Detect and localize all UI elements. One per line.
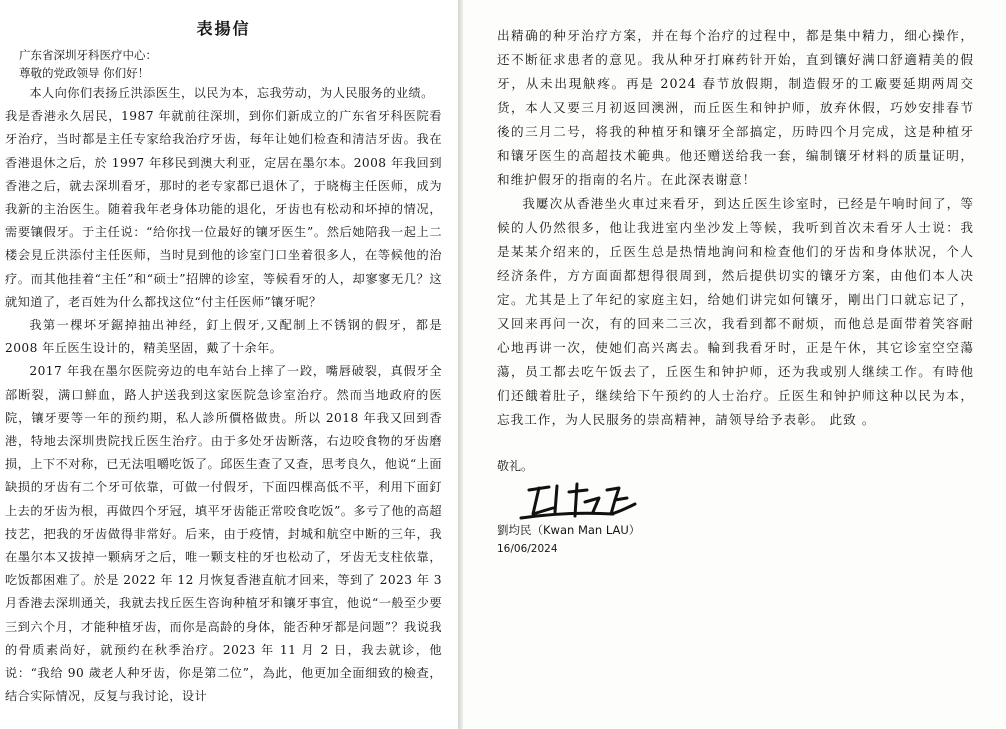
closing-line: 敬礼。 [497,459,534,473]
body-paragraph: 本人向你们表扬丘洪添医生，以民为本，忘我劳动，为人民服务的业绩。 [29,86,434,100]
body-paragraph: 我是香港永久居民，1987 年就前往深圳，到你们新成立的广东省牙科医院看牙治疗，当时都是主任专家给我治疗牙齿，每年让她们检查和清洁牙齿。我在香港退休之后，於 1997 年移民到澳大利亚，定居在墨尔本。2008 年我回到香港之后，就去深圳看牙，那时的老专家都已退休了，于晓梅主任医师，成为我新的主治医生。随着我年老身体功能的退化，牙齿也有松动和坏掉的情况，需要镶假牙。于主任说：“给你找一位最好的镶牙医生”。然后她陪我一起上二楼会見丘洪添付主任医师，当时見到他的诊室门口坐着很多人，在等候他的治疗。而其他挂着“主任”和“硕士”招牌的诊室，等候看牙的人，却寥寥无几？这就知道了，老百姓为什么都找这位“付主任医师”镶牙呢？ [5,109,442,309]
left-page [0,0,458,729]
letter-date: 16/06/2024 [497,543,558,555]
body-paragraph: 我屢次从香港坐火車过来看牙，到达丘医生诊室时，已经是午响时间了，等候的人仍然很多，他让我进室内坐沙发上等候，我听到首次未看牙人士说：我是某某介绍来的，丘医生总是热情地詢问和检查他们的牙齿和身体狀况，个人经济条件，方方面面都想得很周到，然后提供切实的镶牙方案，由他们本人决定。尤其是上了年纪的家庭主妇，给她们讲完如何镶牙，剛出门口就忘记了，又回来再问一次，有的回来二三次，我看到都不耐烦，而他总是面带着笑容耐心地再讲一次，使她们高兴离去。輪到我看牙时，正是午休，其它诊室空空蕩蕩，员工都去吃午饭去了，丘医生和钟护师，还为我或别人继续工作。有時他们还餓着肚子，继续给下午预约的人士治疗。丘医生和钟护师这种以民为本，忘我工作，为人民服务的崇高精神，請领导给予表彰。 此致 。 [497,196,974,427]
recipient-line: 广东省深圳牙科医疗中心： [19,48,157,62]
signature-icon [519,478,659,522]
letter-title: 表揚信 [196,19,251,38]
body-paragraph: 2017 年我在墨尔医院旁边的电车站台上摔了一跤，嘴唇破裂，真假牙全部断裂，满口鮮血，路人护送我到这家医院急诊室治疗。然而当地政府的医院，镶牙要等一年的预约期，私人診所價格做贵。所以 2018 年我又回到香港，特地去深圳贵院找丘医生治疗。由于多处牙齿断落，右边咬食物的牙齿磨损，上下不对称，已无法咀嚼吃饭了。邱医生查了又查，思考良久，他说“上面缺损的牙齿有二个牙可依靠，可做一付假牙，下面四棵高低不平，利用下面釘上去的牙齿为根，再做四个牙冠，填平牙齿能正常咬食吃饭”。多亏了他的高超技艺，把我的牙齿做得非常好。后来，由于疫情，封城和航空中断的三年，我在墨尔本又拔掉一颗病牙之后，唯一颗支柱的牙也松动了，牙齿无支柱依靠，吃饭都困难了。於是 2022 年 12 月恢复香港直航才回来，等到了 2023 年 3 月香港去深圳通关，我就去找丘医生咨询种植牙和镶牙事宜，他说“一般至少要三到六个月，才能种植牙齿，而你是高龄的身体，能否种牙都是问题”？我说我的骨质素尚好，就预约在秋季治疗。2023 年 11 月 2 日，我去就诊，他说：“我给 90 歲老人种牙齿，你是第二位”，為此，他更加全面细致的檢查，结合实际情况，反复与我讨论，设计 [5,364,442,704]
right-page [463,0,1006,729]
body-paragraph: 出精确的种牙治疗方案，并在每个治疗的过程中，都是集中精力，细心操作，还不断征求患者的意见。我从种牙打麻药针开始，直到镶好满口舒適精美的假牙，从未出現觖疼。再是 2024 春节放假期，制造假牙的工廠要延期两周交货，本人又要三月初返回澳洲，而丘医生和钟护师，放弃休假，巧妙安排春节後的三月二号，将我的种植牙和镶牙全部搞定，历時四个月完成，这是种植牙和镶牙医生的高超技术範典。他还赠送给我一套，编制镶牙材料的质量证明，和维护假牙的指南的名片。在此深表谢意！ [497,28,974,187]
salutation-line: 尊敬的党政领导 你们好！ [19,66,150,80]
body-paragraph: 我第一棵坏牙鋸掉抽出神经，釘上假牙,又配制上不锈钢的假牙，都是 2008 年丘医生设计的，精美坚固，戴了十余年。 [5,318,442,356]
handwritten-signature [511,478,974,522]
signer-name: 劉均民（Kwan Man LAU） [497,523,641,537]
